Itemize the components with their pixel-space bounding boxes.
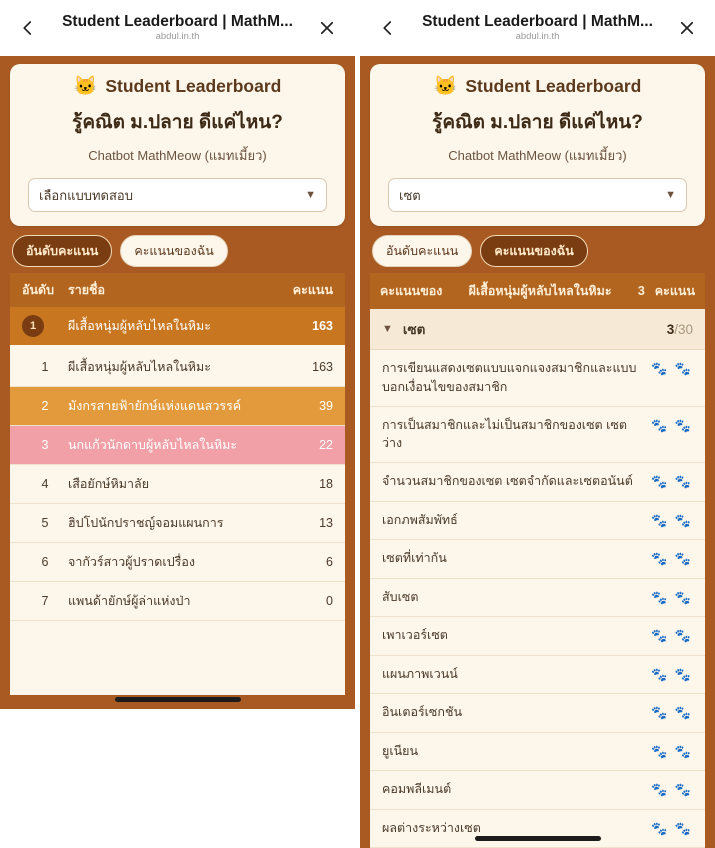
leaderboard-header bbox=[10, 273, 345, 307]
page-title: Student Leaderboard | MathM... bbox=[48, 13, 307, 31]
row-rank: 1 bbox=[22, 360, 68, 374]
close-button[interactable] bbox=[307, 8, 347, 48]
cat-face-icon: 🐱 bbox=[434, 77, 458, 96]
score-label-suffix: คะแนน bbox=[655, 281, 695, 301]
chevron-down-icon: ▼ bbox=[305, 189, 316, 201]
column-header-name: รายชื่อ bbox=[68, 280, 281, 300]
column-header-score: คะแนน bbox=[281, 280, 333, 300]
close-icon bbox=[318, 19, 336, 37]
headline: รู้คณิต ม.ปลาย ดีแค่ไหน? bbox=[20, 107, 335, 137]
list-item[interactable] bbox=[370, 502, 705, 541]
row-rank: 7 bbox=[22, 594, 68, 608]
row-name: นกแก้วนักดาบผู้หลับไหลในหิมะ bbox=[68, 435, 281, 455]
title-block bbox=[48, 13, 307, 42]
paw-score-icon: 🐾 🐾 bbox=[651, 511, 693, 531]
right-tabs bbox=[360, 226, 715, 273]
list-item[interactable] bbox=[370, 540, 705, 579]
paw-score-icon: 🐾 🐾 bbox=[651, 472, 693, 492]
list-item[interactable] bbox=[370, 407, 705, 464]
subtopic-name: ผลต่างระหว่างเซต bbox=[382, 819, 651, 838]
tab-leaderboard[interactable]: อันดับคะแนน bbox=[12, 235, 112, 267]
page-domain: abdul.in.th bbox=[408, 32, 667, 42]
quiz-select[interactable] bbox=[28, 178, 327, 212]
quiz-select[interactable] bbox=[388, 178, 687, 212]
paw-score-icon: 🐾 🐾 bbox=[651, 742, 693, 762]
subtopic-name: จำนวนสมาชิกของเซต เซตจำกัดและเซตอนันต์ bbox=[382, 472, 651, 491]
row-score: 22 bbox=[281, 438, 333, 452]
paw-score-icon: 🐾 🐾 bbox=[651, 819, 693, 839]
topic-score-value: 3 bbox=[667, 322, 675, 337]
my-score-header bbox=[370, 273, 705, 309]
tab-leaderboard[interactable]: อันดับคะแนน bbox=[372, 235, 472, 267]
row-rank: 3 bbox=[22, 438, 68, 452]
list-item[interactable] bbox=[370, 810, 705, 848]
score-value: 3 bbox=[638, 284, 645, 298]
column-header-rank: อันดับ bbox=[22, 280, 68, 300]
leaderboard-panel bbox=[10, 273, 345, 695]
brand-row bbox=[380, 76, 695, 97]
table-row[interactable] bbox=[10, 348, 345, 387]
list-item[interactable] bbox=[370, 656, 705, 695]
leaderboard-rows bbox=[10, 348, 345, 621]
paw-score-icon: 🐾 🐾 bbox=[651, 665, 693, 685]
paw-score-icon: 🐾 🐾 bbox=[651, 703, 693, 723]
row-name: เสือยักษ์หิมาลัย bbox=[68, 474, 281, 494]
page-title: Student Leaderboard | MathM... bbox=[408, 13, 667, 31]
chevron-down-icon: ▼ bbox=[382, 323, 393, 335]
chevron-left-icon bbox=[379, 19, 397, 37]
topic-group-name: เซต bbox=[403, 318, 667, 340]
close-icon bbox=[678, 19, 696, 37]
table-row[interactable] bbox=[10, 387, 345, 426]
left-topbar bbox=[0, 0, 355, 56]
list-item[interactable] bbox=[370, 350, 705, 407]
paw-score-icon: 🐾 🐾 bbox=[651, 780, 693, 800]
left-tabs bbox=[0, 226, 355, 273]
paw-score-icon: 🐾 🐾 bbox=[651, 359, 693, 379]
list-item[interactable] bbox=[370, 771, 705, 810]
paw-score-icon: 🐾 🐾 bbox=[651, 416, 693, 436]
right-topbar bbox=[360, 0, 715, 56]
right-header-card bbox=[370, 64, 705, 226]
brand-name: Student Leaderboard bbox=[465, 76, 641, 97]
subtopic-name: การเป็นสมาชิกและไม่เป็นสมาชิกของเซต เซตว่าง bbox=[382, 416, 651, 454]
list-item[interactable] bbox=[370, 463, 705, 502]
brand-row bbox=[20, 76, 335, 97]
row-name: จากัวร์สาวผู้ปราดเปรื่อง bbox=[68, 552, 281, 572]
subtopic-name: เซตที่เท่ากัน bbox=[382, 549, 651, 568]
row-rank: 2 bbox=[22, 399, 68, 413]
chevron-left-icon bbox=[19, 19, 37, 37]
list-item[interactable] bbox=[370, 733, 705, 772]
table-row[interactable] bbox=[10, 426, 345, 465]
subtopic-name: คอมพลีเมนต์ bbox=[382, 780, 651, 799]
left-header-card bbox=[10, 64, 345, 226]
highlighted-row-score: 163 bbox=[281, 319, 333, 333]
highlighted-row[interactable] bbox=[10, 307, 345, 348]
paw-score-icon: 🐾 🐾 bbox=[651, 588, 693, 608]
table-row[interactable] bbox=[10, 504, 345, 543]
subtopic-name: การเขียนแสดงเซตแบบแจกแจงสมาชิกและแบบบอกเงื่อนไขของสมาชิก bbox=[382, 359, 651, 397]
title-block bbox=[408, 13, 667, 42]
row-score: 6 bbox=[281, 555, 333, 569]
highlighted-row-name: ผีเสื้อหนุ่มผู้หลับไหลในหิมะ bbox=[68, 316, 281, 336]
brand-name: Student Leaderboard bbox=[105, 76, 281, 97]
score-user-name: ผีเสื้อหนุ่มผู้หลับไหลในหิมะ bbox=[452, 281, 627, 301]
row-score: 0 bbox=[281, 594, 333, 608]
row-score: 39 bbox=[281, 399, 333, 413]
subtopic-name: สับเซต bbox=[382, 588, 651, 607]
paw-score-icon: 🐾 🐾 bbox=[651, 549, 693, 569]
table-row[interactable] bbox=[10, 582, 345, 621]
right-app-body bbox=[360, 56, 715, 848]
row-rank: 6 bbox=[22, 555, 68, 569]
list-item[interactable] bbox=[370, 579, 705, 618]
back-button[interactable] bbox=[8, 8, 48, 48]
byline: Chatbot MathMeow (แมทเมี้ยว) bbox=[20, 145, 335, 166]
topic-score-denominator: /30 bbox=[674, 322, 693, 337]
tab-my-score[interactable]: คะแนนของฉัน bbox=[480, 235, 587, 267]
home-indicator bbox=[475, 836, 601, 841]
headline: รู้คณิต ม.ปลาย ดีแค่ไหน? bbox=[380, 107, 695, 137]
left-screen bbox=[0, 0, 355, 709]
table-row[interactable] bbox=[10, 465, 345, 504]
left-app-body bbox=[0, 56, 355, 709]
paw-score-icon: 🐾 🐾 bbox=[651, 626, 693, 646]
row-rank: 4 bbox=[22, 477, 68, 491]
close-button[interactable] bbox=[667, 8, 707, 48]
right-screen bbox=[360, 0, 715, 709]
row-rank: 5 bbox=[22, 516, 68, 530]
list-item[interactable] bbox=[370, 694, 705, 733]
subtopic-name: แผนภาพเวนน์ bbox=[382, 665, 651, 684]
my-score-panel bbox=[370, 273, 705, 848]
quiz-select-value: เซต bbox=[399, 185, 665, 206]
row-score: 163 bbox=[281, 360, 333, 374]
table-row[interactable] bbox=[10, 543, 345, 582]
row-name: มังกรสายฟ้ายักษ์แห่งแดนสวรรค์ bbox=[68, 396, 281, 416]
score-label-prefix: คะแนนของ bbox=[380, 281, 442, 301]
tab-my-score[interactable]: คะแนนของฉัน bbox=[120, 235, 227, 267]
row-name: ฮิปโปนักปราชญ์จอมแผนการ bbox=[68, 513, 281, 533]
cat-face-icon: 🐱 bbox=[74, 77, 98, 96]
chevron-down-icon: ▼ bbox=[665, 189, 676, 201]
row-score: 13 bbox=[281, 516, 333, 530]
topic-group-header[interactable] bbox=[370, 309, 705, 350]
subtopic-name: ยูเนียน bbox=[382, 742, 651, 761]
subtopic-name: เอกภพสัมพัทธ์ bbox=[382, 511, 651, 530]
subtopic-name: เพาเวอร์เซต bbox=[382, 626, 651, 645]
subtopic-name: อินเตอร์เซกชัน bbox=[382, 703, 651, 722]
list-item[interactable] bbox=[370, 617, 705, 656]
page-domain: abdul.in.th bbox=[48, 32, 307, 42]
byline: Chatbot MathMeow (แมทเมี้ยว) bbox=[380, 145, 695, 166]
back-button[interactable] bbox=[368, 8, 408, 48]
home-indicator bbox=[115, 697, 241, 702]
rank-medal: 1 bbox=[22, 315, 44, 337]
row-name: แพนด้ายักษ์ผู้ล่าแห่งป่า bbox=[68, 591, 281, 611]
quiz-select-value: เลือกแบบทดสอบ bbox=[39, 185, 305, 206]
row-name: ผีเสื้อหนุ่มผู้หลับไหลในหิมะ bbox=[68, 357, 281, 377]
topic-group-score bbox=[667, 322, 693, 337]
row-score: 18 bbox=[281, 477, 333, 491]
